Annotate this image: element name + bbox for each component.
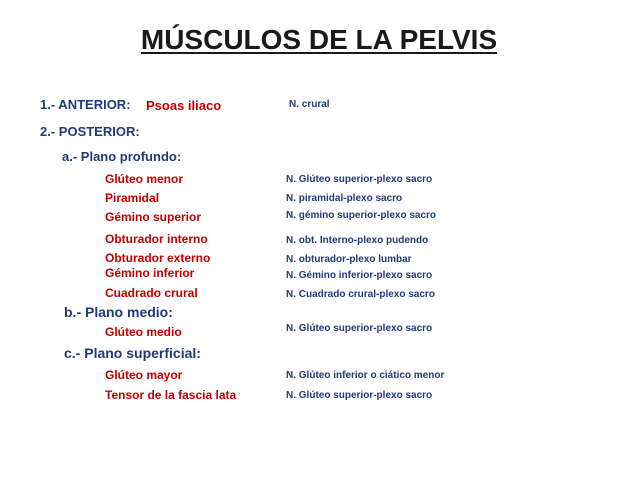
nerve-item: N. obt. Interno-plexo pudendo [286, 235, 429, 246]
muscle-item: Obturador externo [105, 251, 211, 265]
muscle-item: Glúteo medio [105, 325, 182, 339]
anterior-muscle: Psoas iliaco [146, 98, 222, 113]
plano-profundo-label: a.- Plano profundo: [62, 149, 182, 164]
anterior-nerve: N. crural [289, 99, 330, 110]
posterior-label: 2.- POSTERIOR: [40, 124, 140, 139]
nerve-item: N. piramidal-plexo sacro [286, 193, 403, 204]
muscle-item: Glúteo mayor [105, 368, 183, 382]
page-title: MÚSCULOS DE LA PELVIS [140, 24, 498, 55]
nerve-item: N. gémino superior-plexo sacro [286, 210, 437, 221]
muscle-item: Gémino inferior [105, 266, 195, 280]
muscle-item: Obturador interno [105, 232, 208, 246]
nerve-item: N. Glúteo inferior o ciático menor [286, 370, 445, 381]
plano-superficial-label: c.- Plano superficial: [64, 345, 201, 361]
nerve-item: N. Cuadrado crural-plexo sacro [286, 289, 435, 300]
muscle-item: Cuadrado crural [105, 286, 198, 300]
nerve-item: N. Glúteo superior-plexo sacro [286, 390, 433, 401]
nerve-item: N. Gémino inferior-plexo sacro [286, 270, 433, 281]
nerve-item: N. Glúteo superior-plexo sacro [286, 174, 433, 185]
muscle-item: Piramidal [105, 191, 160, 205]
muscle-item: Gémino superior [105, 210, 202, 224]
muscle-item: Glúteo menor [105, 172, 184, 186]
plano-medio-label: b.- Plano medio: [64, 304, 173, 320]
muscle-item: Tensor de la fascia lata [105, 388, 237, 402]
nerve-item: N. obturador-plexo lumbar [286, 254, 412, 265]
nerve-item: N. Glúteo superior-plexo sacro [286, 323, 433, 334]
anterior-label: 1.- ANTERIOR: [40, 97, 131, 112]
